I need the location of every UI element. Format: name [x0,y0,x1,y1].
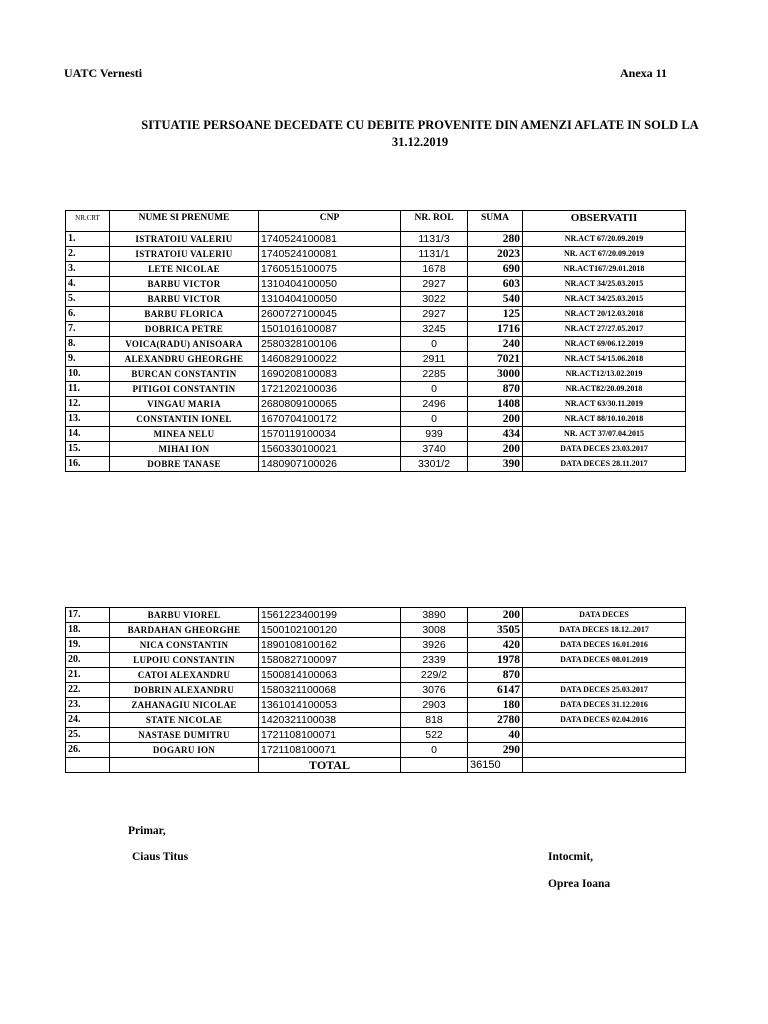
table-row [66,262,686,277]
cnp-value: 1670704100172 [259,412,401,427]
person-name: LUPOIU CONSTANTIN [110,653,259,668]
observation-text: NR.ACT 34/25.03.2015 [523,277,686,292]
person-name: VOICA(RADU) ANISOARA [110,337,259,352]
row-number: 3. [66,262,110,277]
amount-value: 290 [468,743,523,758]
table-row [66,397,686,412]
amount-value: 200 [468,608,523,623]
rol-number: 3926 [401,638,468,653]
table-row [66,322,686,337]
institution-name: UATC Vernesti [64,66,143,80]
observation-text [523,668,686,683]
amount-value: 2023 [468,247,523,262]
person-name: ISTRATOIU VALERIU [110,247,259,262]
deceased-table-1 [65,210,686,472]
table-row [66,638,686,653]
row-number: 19. [66,638,110,653]
person-name: DOBRIN ALEXANDRU [110,683,259,698]
observation-text: DATA DECES 16.01.2016 [523,638,686,653]
cnp-value: 1500814100063 [259,668,401,683]
document-title [80,117,760,151]
cnp-value: 1361014100053 [259,698,401,713]
person-name: DOBRICA PETRE [110,322,259,337]
observation-text: NR.ACT 27/27.05.2017 [523,322,686,337]
cnp-value: 1580827100097 [259,653,401,668]
rol-number: 939 [401,427,468,442]
cnp-value: 1580321100068 [259,683,401,698]
observation-text [523,743,686,758]
table-row [66,247,686,262]
table-row [66,608,686,623]
rol-number: 3740 [401,442,468,457]
annex-label: Anexa 11 [620,66,668,80]
row-number: 2. [66,247,110,262]
row-number: 14. [66,427,110,442]
person-name: STATE NICOLAE [110,713,259,728]
observation-text: NR. ACT 67/20.09.2019 [523,247,686,262]
person-name: BARDAHAN GHEORGHE [110,623,259,638]
total-empty-nr [66,758,110,773]
rol-number: 0 [401,337,468,352]
observation-text: NR.ACT 88/10.10.2018 [523,412,686,427]
table-row [66,232,686,247]
cnp-value: 1760515100075 [259,262,401,277]
amount-value: 420 [468,638,523,653]
amount-value: 3505 [468,623,523,638]
person-name: MIHAI ION [110,442,259,457]
row-number: 5. [66,292,110,307]
cnp-value: 1420321100038 [259,713,401,728]
col-header-obs: OBSERVATII [523,211,686,232]
cnp-value: 2680809100065 [259,397,401,412]
row-number: 25. [66,728,110,743]
title-line-1: SITUATIE PERSOANE DECEDATE CU DEBITE PROVENITE DIN AMENZI AFLATE IN SOLD LA [141,118,699,132]
total-empty-obs [523,758,686,773]
cnp-value: 1570119100034 [259,427,401,442]
row-number: 10. [66,367,110,382]
amount-value: 6147 [468,683,523,698]
rol-number: 0 [401,743,468,758]
row-number: 18. [66,623,110,638]
cnp-value: 1501016100087 [259,322,401,337]
amount-value: 1978 [468,653,523,668]
rol-number: 0 [401,382,468,397]
total-empty-name [110,758,259,773]
cnp-value: 1310404100050 [259,277,401,292]
cnp-value: 1740524100081 [259,247,401,262]
person-name: CONSTANTIN IONEL [110,412,259,427]
person-name: NASTASE DUMITRU [110,728,259,743]
intocmit-title: Intocmit, [548,851,594,863]
rol-number: 3076 [401,683,468,698]
amount-value: 200 [468,412,523,427]
row-number: 13. [66,412,110,427]
rol-number: 3245 [401,322,468,337]
observation-text: DATA DECES 08.01.2019 [523,653,686,668]
person-name: ZAHANAGIU NICOLAE [110,698,259,713]
table-1-body [66,232,686,472]
amount-value: 870 [468,382,523,397]
row-number: 20. [66,653,110,668]
table-row [66,427,686,442]
row-number: 9. [66,352,110,367]
cnp-value: 1690208100083 [259,367,401,382]
amount-value: 125 [468,307,523,322]
total-label: TOTAL [259,758,401,773]
observation-text: NR. ACT 37/07.04.2015 [523,427,686,442]
row-number: 6. [66,307,110,322]
amount-value: 3000 [468,367,523,382]
row-number: 17. [66,608,110,623]
table-row [66,352,686,367]
total-empty-rol [401,758,468,773]
table-row [66,668,686,683]
table-row [66,683,686,698]
col-header-rol: NR. ROL [401,211,468,232]
rol-number: 3301/2 [401,457,468,472]
rol-number: 2285 [401,367,468,382]
person-name: ALEXANDRU GHEORGHE [110,352,259,367]
row-number: 1. [66,232,110,247]
table-row [66,307,686,322]
rol-number: 2927 [401,307,468,322]
observation-text: NR.ACT 54/15.06.2018 [523,352,686,367]
observation-text: NR.ACT82/20.09.2018 [523,382,686,397]
table-row [66,292,686,307]
col-header-suma: SUMA [468,211,523,232]
col-header-cnp: CNP [259,211,401,232]
title-line-2: 31.12.2019 [391,135,449,149]
observation-text: DATA DECES 23.03.2017 [523,442,686,457]
amount-value: 690 [468,262,523,277]
row-number: 16. [66,457,110,472]
observation-text: NR.ACT 63/30.11.2019 [523,397,686,412]
cnp-value: 2580328100106 [259,337,401,352]
row-number: 7. [66,322,110,337]
amount-value: 280 [468,232,523,247]
rol-number: 3008 [401,623,468,638]
amount-value: 180 [468,698,523,713]
rol-number: 2927 [401,277,468,292]
cnp-value: 1721202100036 [259,382,401,397]
observation-text: DATA DECES 18.12..2017 [523,623,686,638]
table-row [66,382,686,397]
amount-value: 1716 [468,322,523,337]
rol-number: 522 [401,728,468,743]
person-name: BARBU VIOREL [110,608,259,623]
total-value: 36150 [468,758,523,773]
col-header-name: NUME SI PRENUME [110,211,259,232]
amount-value: 2780 [468,713,523,728]
amount-value: 40 [468,728,523,743]
table-row [66,653,686,668]
amount-value: 603 [468,277,523,292]
person-name: BURCAN CONSTANTIN [110,367,259,382]
observation-text: NR.ACT 34/25.03.2015 [523,292,686,307]
observation-text: NR.ACT 20/12.03.2018 [523,307,686,322]
observation-text: DATA DECES 28.11.2017 [523,457,686,472]
person-name: BARBU FLORICA [110,307,259,322]
row-number: 26. [66,743,110,758]
person-name: BARBU VICTOR [110,292,259,307]
row-number: 11. [66,382,110,397]
person-name: DOGARU ION [110,743,259,758]
observation-text: NR.ACT 69/06.12.2019 [523,337,686,352]
cnp-value: 1500102100120 [259,623,401,638]
rol-number: 3890 [401,608,468,623]
amount-value: 870 [468,668,523,683]
cnp-value: 1561223400199 [259,608,401,623]
table-row [66,277,686,292]
row-number: 15. [66,442,110,457]
total-row [66,758,686,773]
row-number: 12. [66,397,110,412]
rol-number: 229/2 [401,668,468,683]
observation-text: NR.ACT12/13.02.2019 [523,367,686,382]
observation-text: NR.ACT167/29.01.2018 [523,262,686,277]
cnp-value: 1480907100026 [259,457,401,472]
person-name: CATOI ALEXANDRU [110,668,259,683]
rol-number: 3022 [401,292,468,307]
cnp-value: 1460829100022 [259,352,401,367]
rol-number: 2339 [401,653,468,668]
cnp-value: 1310404100050 [259,292,401,307]
table-row [66,412,686,427]
cnp-value: 1721108100071 [259,728,401,743]
amount-value: 434 [468,427,523,442]
deceased-table-2 [65,607,686,773]
rol-number: 1131/1 [401,247,468,262]
amount-value: 200 [468,442,523,457]
amount-value: 240 [468,337,523,352]
person-name: LETE NICOLAE [110,262,259,277]
person-name: MINEA NELU [110,427,259,442]
cnp-value: 1560330100021 [259,442,401,457]
rol-number: 818 [401,713,468,728]
person-name: ISTRATOIU VALERIU [110,232,259,247]
cnp-value: 1740524100081 [259,232,401,247]
person-name: PITIGOI CONSTANTIN [110,382,259,397]
table-2-body [66,608,686,758]
observation-text: DATA DECES 02.04.2016 [523,713,686,728]
table-row [66,728,686,743]
table-row [66,457,686,472]
primar-title: Primar, [128,825,166,837]
row-number: 21. [66,668,110,683]
col-header-nr: NR.CRT [66,211,110,232]
row-number: 23. [66,698,110,713]
person-name: NICA CONSTANTIN [110,638,259,653]
cnp-value: 2600727100045 [259,307,401,322]
row-number: 24. [66,713,110,728]
table-row [66,337,686,352]
amount-value: 7021 [468,352,523,367]
amount-value: 1408 [468,397,523,412]
rol-number: 2496 [401,397,468,412]
cnp-value: 1721108100071 [259,743,401,758]
observation-text [523,728,686,743]
row-number: 4. [66,277,110,292]
intocmit-name: Oprea Ioana [548,878,611,890]
primar-name: Ciaus Titus [132,851,189,863]
rol-number: 0 [401,412,468,427]
table-header-row [66,211,686,232]
row-number: 22. [66,683,110,698]
table-row [66,623,686,638]
observation-text: NR.ACT 67/20.09.2019 [523,232,686,247]
observation-text: DATA DECES [523,608,686,623]
person-name: VINGAU MARIA [110,397,259,412]
table-row [66,442,686,457]
row-number: 8. [66,337,110,352]
amount-value: 540 [468,292,523,307]
rol-number: 1678 [401,262,468,277]
table-row [66,713,686,728]
observation-text: DATA DECES 31.12.2016 [523,698,686,713]
table-row [66,367,686,382]
person-name: DOBRE TANASE [110,457,259,472]
table-row [66,743,686,758]
cnp-value: 1890108100162 [259,638,401,653]
table-row [66,698,686,713]
observation-text: DATA DECES 25.03.2017 [523,683,686,698]
amount-value: 390 [468,457,523,472]
rol-number: 1131/3 [401,232,468,247]
rol-number: 2911 [401,352,468,367]
rol-number: 2903 [401,698,468,713]
person-name: BARBU VICTOR [110,277,259,292]
